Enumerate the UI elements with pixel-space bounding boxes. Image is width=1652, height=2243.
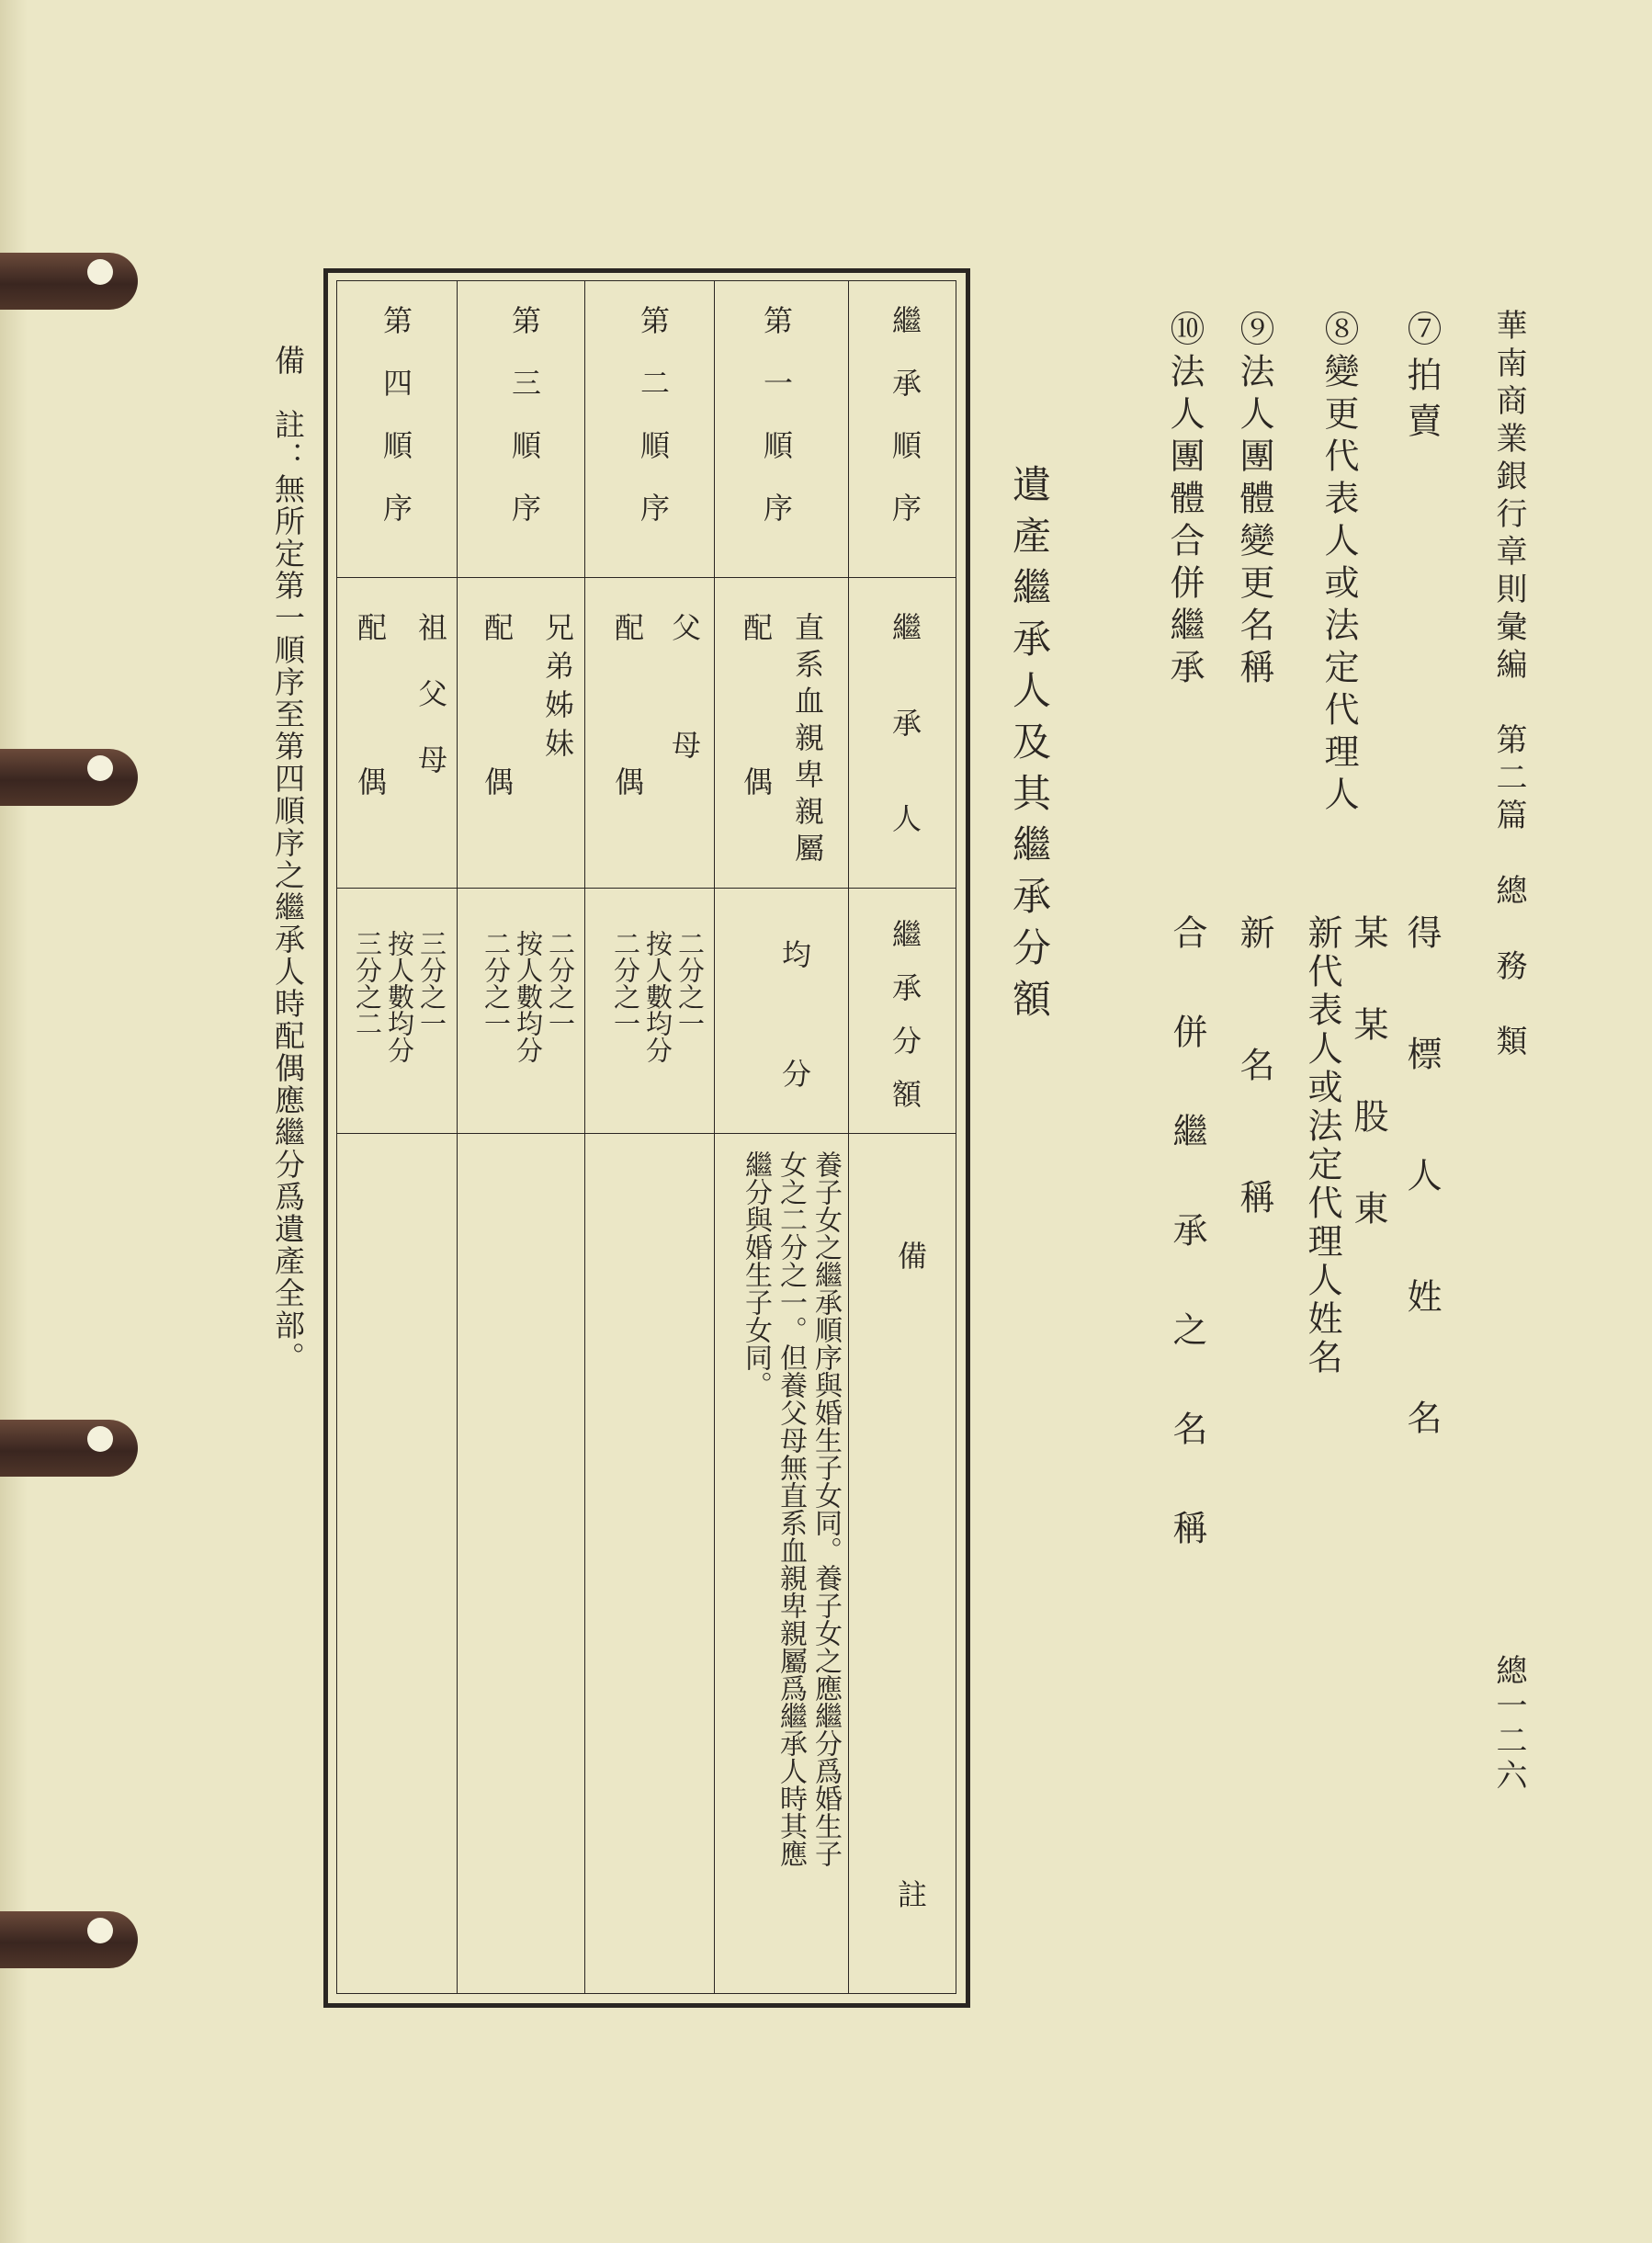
row4-order: 第四順序 (379, 305, 413, 555)
binding-string (0, 1420, 138, 1477)
row2-heir: 父 母 (667, 612, 702, 759)
header-order: 繼承順序 (888, 305, 922, 555)
row1-note: 繼分與婚生子女同。 (740, 1150, 772, 1399)
row1-note: 養子女之繼承順序與婚生子女同。養子女之應繼分爲婚生子 (809, 1150, 842, 1867)
table-column-divider (848, 280, 849, 1994)
row1-heir: 配 偶 (739, 612, 774, 818)
binding-hole (87, 755, 113, 781)
table-row-divider (336, 1133, 956, 1134)
row1-share: 分 (777, 1059, 812, 1088)
row3-order: 第三順序 (507, 305, 542, 555)
list-item-value: 新 名 稱 (1234, 914, 1274, 1223)
row3-share: 二分之一 (481, 930, 512, 1037)
binding-string (0, 749, 138, 806)
row3-heir: 兄弟姊妹 (540, 612, 575, 766)
binding-hole (87, 1918, 113, 1943)
row1-order: 第一順序 (759, 305, 794, 555)
header-heir: 繼承人 (888, 612, 922, 899)
binding-string (0, 1911, 138, 1968)
row4-share: 三分之一 (416, 930, 447, 1037)
header-note: 註 (893, 1879, 928, 1909)
page-edge (0, 0, 28, 2243)
row4-share: 按人數均分 (384, 930, 415, 1063)
header-share: 繼承分額 (888, 919, 922, 1132)
header-title: 華南商業銀行章則彙編 第二篇 總 務 類 (1490, 309, 1527, 1062)
table-row-divider (336, 888, 956, 889)
row1-heir: 直系血親卑親屬 (790, 612, 825, 869)
list-item-label: ⑦拍賣 (1401, 311, 1442, 448)
binding-string (0, 253, 138, 310)
table-column-divider (584, 280, 585, 1994)
table-column-divider (457, 280, 458, 1994)
row2-heir: 配 偶 (610, 612, 645, 818)
row4-heir: 祖 父 母 (413, 612, 448, 777)
list-item-value: 合 併 繼 承 之 名 稱 (1167, 914, 1207, 1559)
table-title: 遺產繼承人及其繼承分額 (1007, 464, 1052, 1030)
row2-order: 第二順序 (636, 305, 671, 555)
footnote: 備 註：無所定第一順序至第四順序之繼承人時配偶應繼分爲遺產全部。 (270, 345, 306, 1374)
list-item-label: ⑩法人團體合併繼承 (1164, 311, 1205, 691)
row3-heir: 配 偶 (480, 612, 515, 818)
row4-heir: 配 偶 (353, 612, 388, 818)
row4-share: 三分之二 (352, 930, 383, 1037)
row1-share: 均 (777, 939, 812, 969)
row2-share: 二分之一 (610, 930, 641, 1037)
list-item-value: 得 標 人 姓 名 (1401, 914, 1442, 1460)
table-column-divider (714, 280, 715, 1994)
row3-share: 二分之一 (545, 930, 576, 1037)
list-item-value: 新代表人或法定代理人姓名 (1302, 914, 1342, 1377)
row1-note: 女之二分之一。但養父母無直系血親卑親屬爲繼承人時其應 (775, 1150, 807, 1867)
list-item-label: ⑧變更代表人或法定代理人 (1318, 311, 1359, 818)
binding-hole (87, 1426, 113, 1452)
table-row-divider (336, 577, 956, 578)
header-note: 備 (893, 1240, 928, 1270)
binding-hole (87, 259, 113, 285)
row2-share: 按人數均分 (642, 930, 673, 1063)
row2-share: 二分之一 (674, 930, 706, 1037)
row3-share: 按人數均分 (513, 930, 544, 1063)
list-item-label: ⑨法人團體變更名稱 (1234, 311, 1274, 691)
list-item-value: 某 某 股 東 (1348, 914, 1388, 1236)
page-number: 總一二六 (1490, 1654, 1527, 1794)
